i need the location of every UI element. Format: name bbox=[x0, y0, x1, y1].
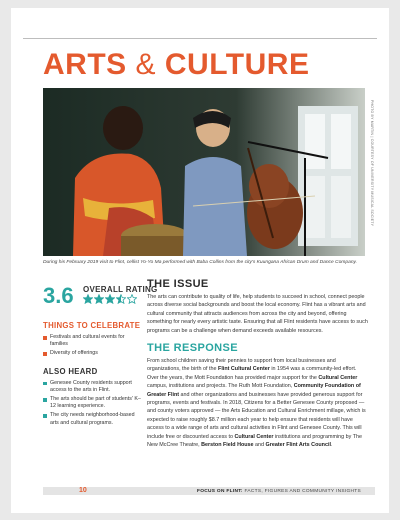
rating-label: OVERALL RATING bbox=[83, 285, 158, 294]
also-heard-list bbox=[43, 380, 143, 427]
list-item: Genesee County residents support access to the arts in Flint. bbox=[43, 380, 143, 394]
cultural-center-bold: Cultural Center bbox=[318, 374, 358, 381]
top-rule bbox=[23, 38, 377, 39]
title-arts: ARTS bbox=[43, 48, 127, 81]
title-ampersand: & bbox=[135, 48, 157, 81]
list-item: The arts should be part of students' K–12 learning experience. bbox=[43, 396, 143, 410]
star-icon bbox=[94, 294, 104, 304]
community-foundation-bold: Community Foundation of Greater Flint bbox=[147, 383, 361, 398]
issue-text: The arts can contribute to quality of life, help students to succeed in school, connect people across diverse social backgrounds and boost the local economy. Flint has a vibrant arts and cultural community that attracts audiences from across the city and beyond, offering something for nearly every artistic taste. Ensuring that all Flint residents have access to such programs can be a challenge when demand exceeds available resources. bbox=[147, 294, 368, 334]
rating-stars bbox=[83, 294, 137, 304]
berston-field-house-bold: Berston Field House bbox=[201, 442, 254, 449]
page-title bbox=[43, 48, 309, 82]
star-icon bbox=[83, 294, 93, 304]
left-column bbox=[43, 321, 143, 436]
performance-photo bbox=[43, 88, 365, 256]
celebrate-list bbox=[43, 334, 143, 358]
list-item: The city needs neighborhood-based arts and cultural programs. bbox=[43, 412, 143, 426]
greater-flint-arts-council-bold: Greater Flint Arts Council bbox=[265, 442, 331, 449]
photo-illustration bbox=[43, 88, 365, 256]
list-item: Diversity of offerings bbox=[43, 350, 143, 357]
star-icon bbox=[105, 294, 115, 304]
star-icon bbox=[127, 294, 137, 304]
flint-cultural-center-bold: Flint Cultural Center bbox=[218, 366, 270, 373]
right-column bbox=[147, 278, 369, 450]
cultural-center-bold: Cultural Center bbox=[234, 433, 274, 440]
photo-credit: PHOTO BY MARTIN | COURTESY OF UNIVERSITY MUSICAL SOCIETY bbox=[370, 100, 374, 227]
response-text: From school children saving their pennies to support from local businesses and organizations, the birth of the Flint Cultural Center in 1954 was a community-led effort. Over the years, the Mott Foundation has provided major support for the Cultural Center campus, institutions and projects. The Ruth Mott Foundation, Community Foundation of Greater Flint and other organizations and businesses have provided generous support for programs, events and festivals. In 2018, Citizens for a Better Genesee County proposed — and county voters approved — the Arts Education and Cultural Enrichment millage, which is expected to raise roughly $8.7 million each year to help ensure that residents will have access to a wide range of arts and cultural activities in Flint and Genesee County. This will include free or discounted access to Cultural Center institutions and programming by The New McCree Theatre, Berston Field House and Greater Flint Arts Council. bbox=[147, 358, 366, 449]
page-number: 10 bbox=[79, 487, 87, 494]
issue-heading: THE ISSUE bbox=[147, 278, 209, 290]
footer-title: FOCUS ON FLINT: FACTS, FIGURES AND COMMUNITY INSIGHTS bbox=[197, 489, 361, 494]
photo-caption: During his February 2019 visit to Flint, cellist Yo-Yo Ma performed with Baba Collins from the city's Kuungana African Drum and Dance Company. bbox=[43, 260, 357, 265]
title-culture: CULTURE bbox=[164, 48, 310, 81]
report-page bbox=[11, 8, 389, 513]
rating-value: 3.6 bbox=[43, 283, 74, 308]
response-heading: THE RESPONSE bbox=[147, 342, 238, 355]
star-icon bbox=[116, 294, 126, 304]
also-heard-heading: ALSO HEARD bbox=[43, 366, 98, 376]
celebrate-heading: THINGS TO CELEBRATE bbox=[43, 321, 141, 330]
list-item: Festivals and cultural events for families bbox=[43, 334, 143, 348]
